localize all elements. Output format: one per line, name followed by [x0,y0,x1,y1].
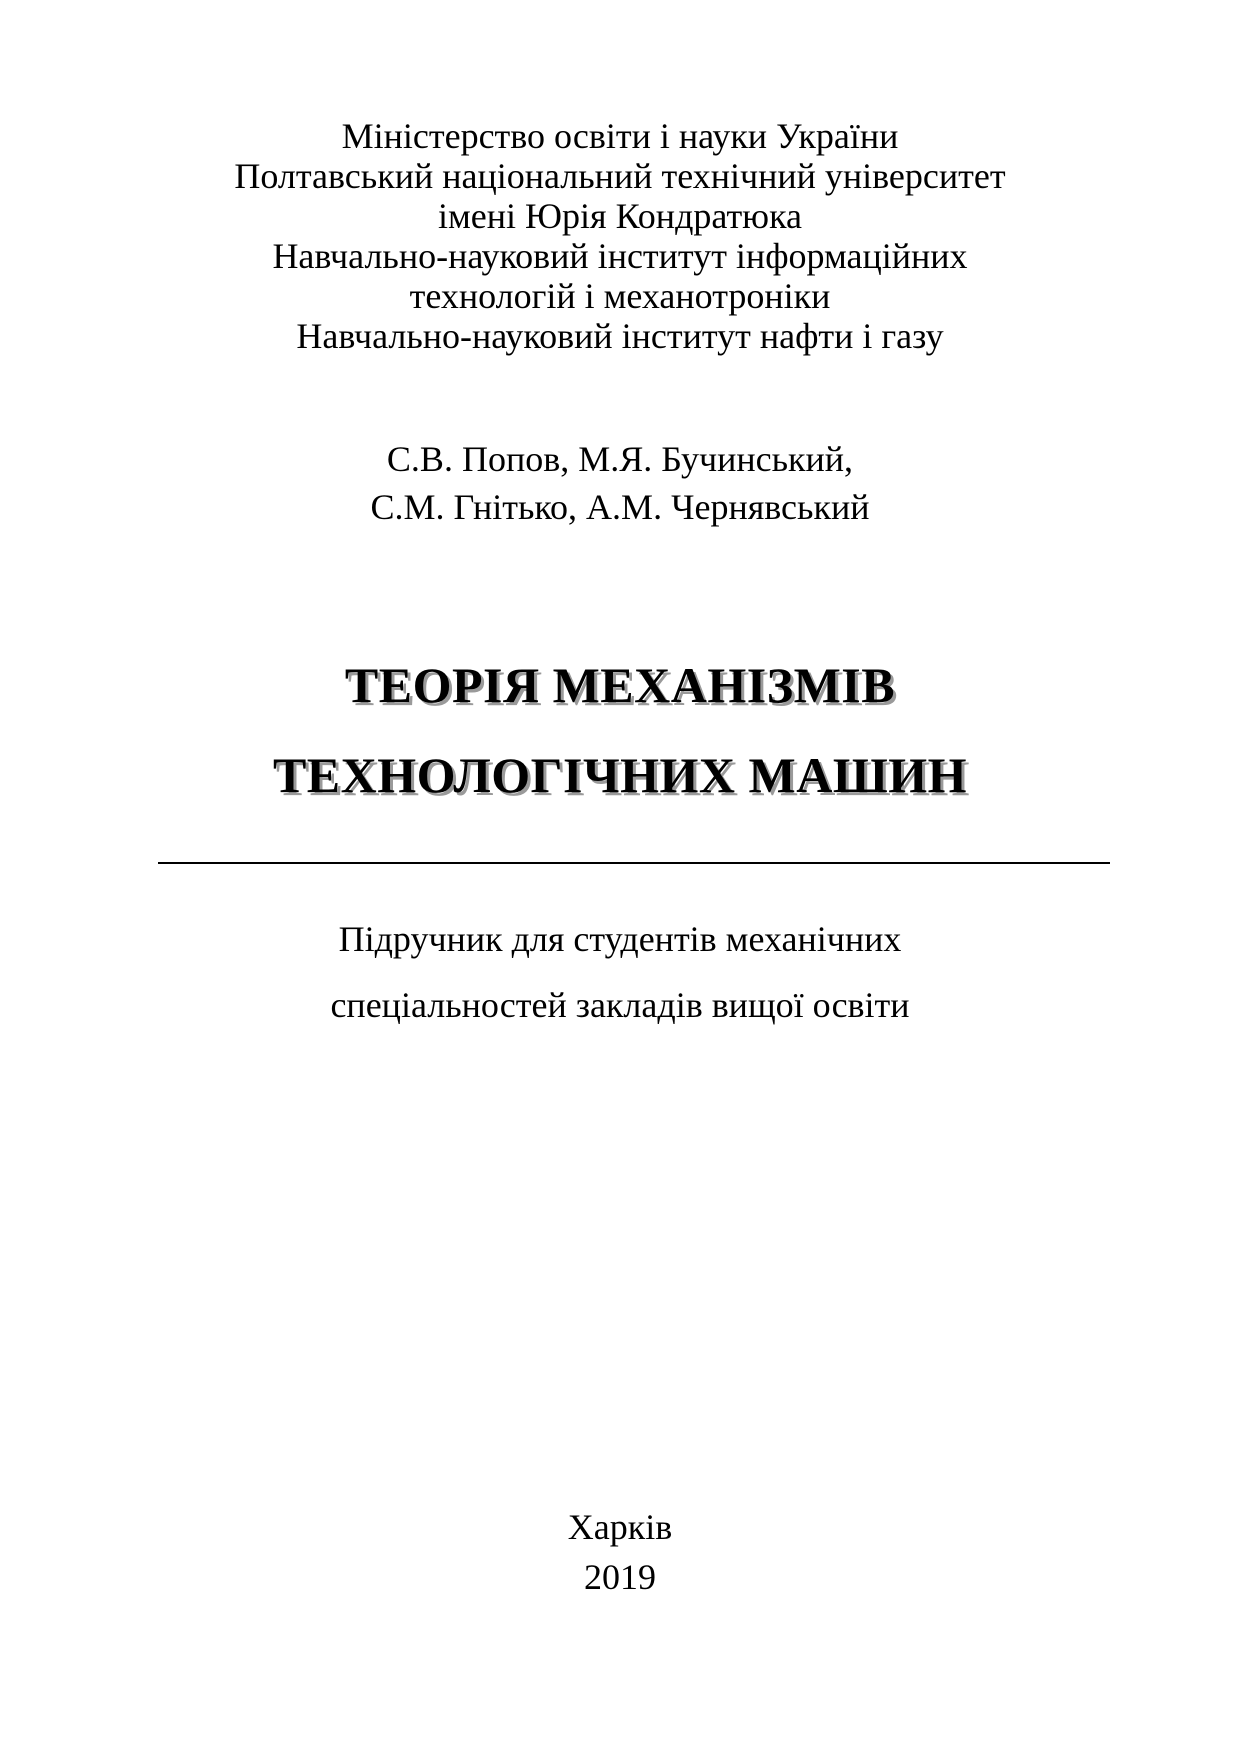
imprint-city: Харків [567,1507,673,1547]
authors-block [0,435,1240,531]
authors-line-1: С.В. Попов, М.Я. Бучинський, [386,439,854,479]
institution-university: Полтавський національний технічний університет [234,156,1006,196]
book-title-line-2: ТЕХНОЛОГІЧНИХ МАШИН [272,747,968,803]
imprint-year: 2019 [584,1557,656,1597]
book-subtitle [0,906,1240,1038]
authors-line-2: С.М. Гнітько, А.М. Чернявський [370,487,870,527]
imprint-block [0,1502,1240,1602]
institution-it-institute: Навчально-науковий інститут інформаційних [272,236,968,276]
book-subtitle-line-1: Підручник для студентів механічних [338,919,902,959]
book-title [0,640,1240,820]
institution-university-name: імені Юрія Кондратюка [438,196,802,236]
institution-it-institute-cont: технологій і механотроніки [409,276,831,316]
horizontal-rule [158,862,1110,864]
institutions-block [0,116,1240,356]
institution-oil-gas-institute: Навчально-науковий інститут нафти і газу [296,316,944,356]
book-subtitle-line-2: спеціальностей закладів вищої освіти [330,985,910,1025]
institution-ministry: Міністерство освіти і науки України [341,116,899,156]
book-title-line-1: ТЕОРІЯ МЕХАНІЗМІВ [344,657,896,713]
